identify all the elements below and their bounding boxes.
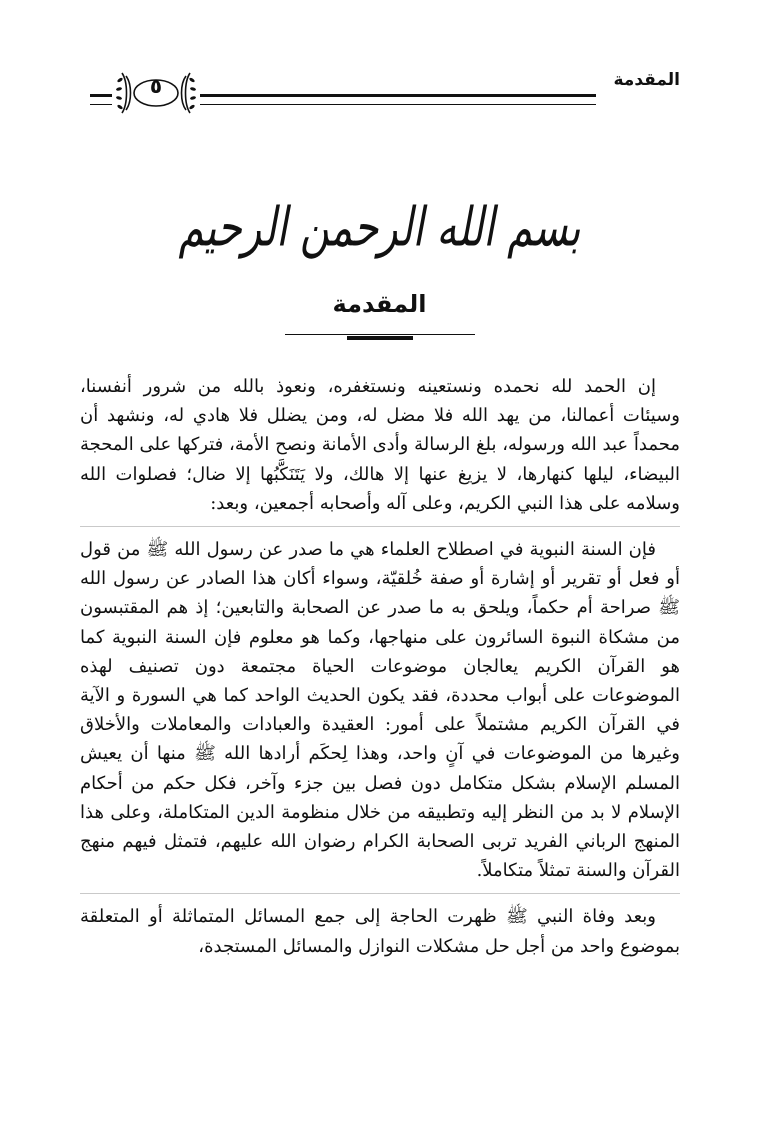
paragraph-sunnah-definition: فإن السنة النبوية في اصطلاح العلماء هي ما صدر عن رسول الله ﷺ من قول أو فعل أو تقرير أو إشارة أو صفة خُلقيّة، وسواء أكان هذا الصادر عن رسول الله ﷺ صراحة أم حكماً، ويلحق به ما صدر عن الصحابة والتابعين؛ إذ هم المقتبسون من مشكاة النبوة السائرون على منهاجها، وكما هو معلوم فإن السنة النبوية كما هو القرآن الكريم يعالجان موضوعات الحياة مجتمعة دون تصنيف لهذه الموضوعات على أبواب محددة، فقد يكون الحديث الواحد كما هي السورة و الآية في القرآن الكريم مشتملاً على أمور: العقيدة والعبادات والمعاملات والأخلاق وغيرها من الموضوعات في آنٍ واحد، وهذا لِحكَم أرادها الله ﷺ منها أن يعيش المسلم الإسلام بشكل متكامل دون فصل بين جزء وآخر، فكل حكم من أحكام الإسلام لا بد من النظر إليه وتطبيقه من خلال منظومة الدين المتكاملة، وعلى هذا المنهج الرباني الفريد تربى الصحابة الكرام رضوان الله عليهم، فتمثل فيهم منهج القرآن والسنة تمثلاً متكاملاً.	[80, 539, 680, 882]
page-number: ٥	[149, 74, 163, 98]
running-header-title: المقدمة	[613, 70, 680, 90]
basmala-calligraphy: بسم الله الرحمن الرحيم	[178, 196, 581, 260]
page-header	[80, 58, 680, 118]
header-rule	[200, 94, 596, 105]
section-title: المقدمة	[332, 290, 427, 318]
title-underline	[285, 334, 475, 335]
paragraph-after-prophet: وبعد وفاة النبي ﷺ ظهرت الحاجة إلى جمع المسائل المتماثلة أو المتعلقة بموضوع واحد من أجل حل مشكلات النوازل والمسائل المستجدة،	[80, 906, 680, 957]
title-underline-accent	[347, 336, 413, 340]
header-left-rule	[90, 94, 112, 105]
paragraph-separator	[80, 893, 680, 894]
body-text	[80, 372, 680, 969]
paragraph-separator	[80, 526, 680, 527]
basmala-heading	[0, 196, 759, 260]
paragraph-opening: إن الحمد لله نحمده ونستعينه ونستغفره، ونعوذ بالله من شرور أنفسنا، وسيئات أعمالنا، من يهد الله فلا مضل له، ومن يضلل فلا هادي له، ونشهد أن محمداً عبد الله ورسوله، بلغ الرسالة وأدى الأمانة ونصح الأمة، فتركها على المحجة البيضاء، ليلها كنهارها، لا يزيغ عنها إلا هالك، ولا يَتَنَكَّبُها إلا ضال؛ فصلوات الله وسلامه على هذا النبي الكريم، وعلى آله وأصحابه أجمعين، وبعد:	[80, 376, 680, 514]
